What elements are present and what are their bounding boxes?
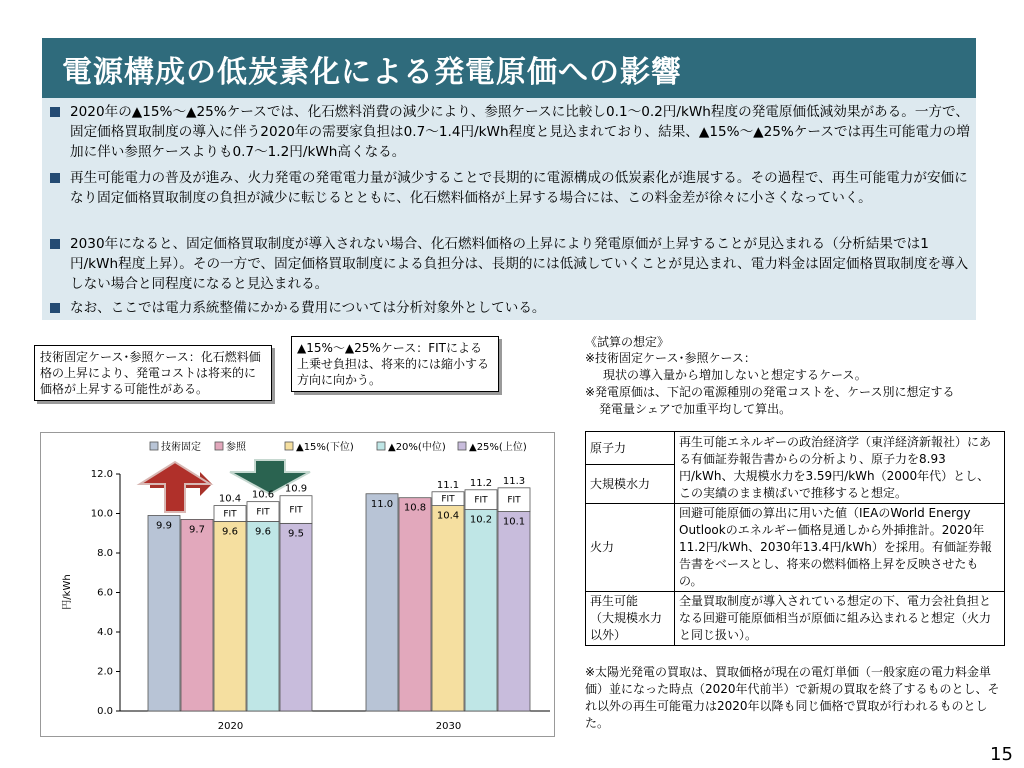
legend-swatch — [150, 442, 158, 450]
table-row — [586, 592, 1005, 646]
table-row — [586, 432, 1005, 465]
fit-label: FIT — [474, 495, 488, 506]
legend-entry: ▲25%(上位) — [469, 442, 527, 453]
y-tick-label: 6.0 — [97, 587, 113, 599]
legend-entry: 参照 — [226, 442, 246, 453]
y-tick-label: 8.0 — [97, 548, 113, 559]
bar-total-label: 11.3 — [502, 475, 526, 487]
bar-value-label: 9.9 — [156, 520, 172, 532]
bullet-square-icon — [50, 239, 60, 249]
bar-value-label: 10.1 — [502, 516, 526, 528]
legend-swatch — [285, 442, 293, 450]
assumption-table — [585, 431, 1005, 646]
row-label-renewable-line1: 再生可能 — [590, 594, 639, 608]
assumption-line: 発電量シェアで加重平均して算出。 — [599, 402, 792, 416]
bar-value-label: 9.7 — [189, 524, 205, 536]
x-tick-label: 2020 — [217, 721, 244, 732]
bar — [366, 494, 398, 711]
title-bar — [42, 38, 976, 98]
footnote: ※太陽光発電の買取は、買取価格が現在の電灯単価（一般家庭の電力料金単価）並になった時点（2020年代前半）で新規の買取を終了するものとし、それ以外の再生可能電力は2020年以降も同じ価格で買取が行われるものとした。 — [585, 665, 1000, 730]
bar — [465, 510, 497, 711]
page-number: 15 — [990, 744, 1013, 765]
legend-entry: ▲20%(中位) — [388, 442, 446, 453]
x-tick-label: 2030 — [435, 721, 462, 732]
row-label-hydro: 大規模水力 — [586, 465, 675, 504]
y-tick-label: 12.0 — [90, 469, 113, 480]
bullet-square-icon — [50, 173, 60, 183]
fit-label: FIT — [289, 505, 303, 516]
row-text-renewable: 全量買取制度が導入されている想定の下、電力会社負担となる回避可能原価相当が原価に組み込まれると想定（火力と同じ扱い）。 — [675, 592, 1005, 646]
legend-swatch — [377, 442, 385, 450]
bar-total-label: 11.1 — [436, 479, 460, 491]
table-row — [586, 504, 1005, 592]
bar-value-label: 10.4 — [436, 510, 460, 522]
callout-left: 技術固定ケース･参照ケース：化石燃料価格の上昇により、発電コストは将来的に価格が上昇する可能性がある。 — [34, 345, 272, 401]
row-text-nuclear-hydro: 再生可能エネルギーの政治経済学（東洋経済新報社）にある有価証券報告書からの分析より、原子力を8.93円/kWh、大規模水力を3.59円/kWh（2000年代）とし、この実績のまま横ばいで推移すると想定。 — [675, 432, 1005, 504]
fit-label: FIT — [507, 495, 521, 506]
fit-label: FIT — [256, 507, 270, 518]
bar — [432, 506, 464, 711]
bar-value-label: 9.6 — [222, 526, 238, 538]
bar-value-label: 10.2 — [469, 514, 493, 526]
y-tick-label: 2.0 — [97, 666, 113, 678]
bar-value-label: 11.0 — [370, 498, 394, 510]
bar — [181, 519, 213, 711]
bar — [498, 512, 530, 711]
assumption-line: 現状の導入量から増加しないと想定するケース。 — [603, 368, 867, 382]
row-label-renewable-line2: （大規模水力以外） — [590, 611, 663, 642]
y-axis-label: 円/kWh — [62, 574, 73, 610]
bar-total-label: 11.2 — [469, 477, 493, 489]
y-tick-label: 0.0 — [97, 706, 113, 717]
row-text-thermal: 回避可能原価の算出に用いた値（IEAのWorld Energy Outlookのエネルギー価格見通しから外挿推計。2020年11.2円/kWh、2030年13.4円/kWh）を採用。有価証券報告書をベースとし、将来の燃料価格上昇を反映させたもの。 — [675, 504, 1005, 592]
cost-chart — [40, 432, 555, 737]
bar — [247, 521, 279, 711]
bar — [214, 521, 246, 711]
summary-box — [42, 98, 976, 320]
row-label-renewable — [586, 592, 675, 646]
assumption-line: ※発電原価は、下記の電源種別の発電コストを、ケース別に想定する — [585, 385, 955, 399]
page-title: 電源構成の低炭素化による発電原価への影響 — [62, 55, 682, 90]
bar-value-label: 9.5 — [288, 528, 304, 540]
legend-swatch — [215, 442, 223, 450]
bar-value-label: 10.8 — [403, 502, 427, 514]
y-tick-label: 10.0 — [90, 508, 113, 520]
bullet-text: なお、ここでは電力系統整備にかかる費用については分析対象外としている。 — [70, 300, 546, 316]
assumption-line: ※技術固定ケース･参照ケース： — [585, 351, 756, 365]
bullet-text: 再生可能電力の普及が進み、火力発電の発電電力量が減少することで長期的に電源構成の低炭素化が進展する。その過程で、再生可能電力が安価になり固定価格買取制度の負担が減少に転じるとともに、化石燃料価格が上昇する場合には、この料金差が徐々に小さくなっていく。 — [70, 170, 968, 206]
legend-entry: ▲15%(下位) — [296, 442, 354, 453]
bullet-text: 2020年の▲15%～▲25%ケースでは、化石燃料消費の減少により、参照ケースに比較し0.1～0.2円/kWh程度の発電原価低減効果がある。一方で、固定価格買取制度の導入に伴う2020年の需要家負担は0.7～1.4円/kWh程度と見込まれており、結果、▲15%～▲25%ケースでは再生可能電力の増加に伴い参照ケースよりも0.7～1.2円/kWh高くなる。 — [70, 104, 970, 160]
legend-entry: 技術固定 — [161, 442, 201, 453]
bar-total-label: 10.9 — [284, 483, 308, 495]
bullet-text: 2030年になると、固定価格買取制度が導入されない場合、化石燃料価格の上昇により発電原価が上昇することが見込まれる（分析結果では1円/kWh程度上昇）。その一方で、固定価格買取制度による負担分は、長期的には低減していくことが見込まれ、電力料金は固定価格買取制度を導入しない場合と同程度になると見込まれる。 — [70, 236, 969, 292]
y-tick-label: 4.0 — [97, 627, 113, 638]
bar-value-label: 9.6 — [255, 526, 271, 538]
callout-right: ▲15%～▲25%ケース：FITによる上乗せ負担は、将来的には縮小する方向に向かう。 — [291, 336, 499, 392]
bullet-square-icon — [50, 303, 60, 313]
bar — [148, 515, 180, 711]
bar-total-label: 10.6 — [251, 489, 275, 501]
bar — [399, 498, 431, 711]
row-label-nuclear: 原子力 — [586, 432, 675, 465]
assumption-notes — [585, 350, 1005, 418]
fit-label: FIT — [441, 494, 455, 505]
bar — [280, 523, 312, 711]
fit-label: FIT — [223, 509, 237, 520]
bullet-square-icon — [50, 107, 60, 117]
bar-total-label: 10.4 — [218, 493, 242, 505]
legend-swatch — [458, 442, 466, 450]
assumption-title: 《試算の想定》 — [585, 335, 670, 349]
row-label-thermal: 火力 — [586, 504, 675, 592]
